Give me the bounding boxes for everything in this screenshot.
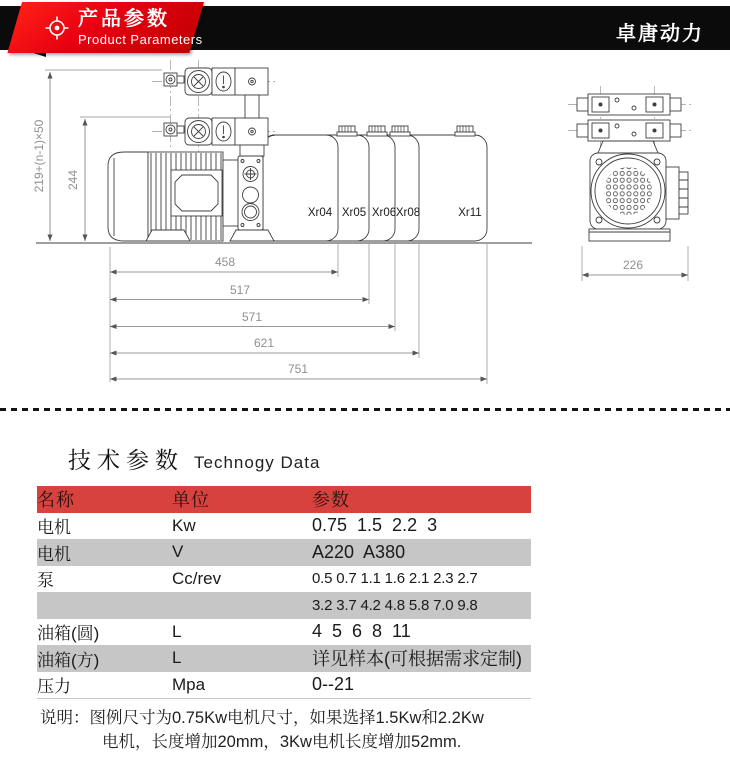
note <box>40 706 484 754</box>
cell-param: 详见样本(可根据需求定制) <box>312 649 522 670</box>
section-heading-en: Technogy Data <box>194 453 321 472</box>
column-header-name: 名称 <box>37 490 75 511</box>
table-row <box>37 592 531 619</box>
tank-outlines <box>263 135 487 241</box>
mounting-foot <box>146 230 190 241</box>
note-line: 电机，长度增加20mm，3Kw电机长度增加52mm. <box>102 733 462 751</box>
table-row <box>37 619 531 646</box>
valve-block <box>577 120 681 141</box>
table-row <box>37 539 531 566</box>
column-header-param: 参数 <box>312 490 350 511</box>
cell-unit: Cc/rev <box>172 568 222 588</box>
pump-block <box>238 156 263 230</box>
brand-logo-text: 卓唐动力 <box>616 23 704 45</box>
motor-end <box>590 153 688 229</box>
tank-filler-cap <box>455 126 475 136</box>
cell-param: A220 A380 <box>312 541 406 562</box>
section-heading <box>68 442 320 475</box>
cell-param: 3.2 3.7 4.2 4.8 5.8 7.0 9.8 <box>312 596 478 614</box>
tank-label: Xr08 <box>395 207 421 219</box>
base-plate <box>589 229 670 241</box>
cell-name: 电机 <box>37 544 71 564</box>
dimension-label: 458 <box>214 255 236 269</box>
cell-unit: V <box>172 542 184 562</box>
tank-label: Xr04 <box>307 207 333 219</box>
dashed-divider <box>0 408 730 411</box>
dimension-label: 621 <box>253 336 275 350</box>
dimension-label: 751 <box>287 362 309 376</box>
tank-filler-cap <box>367 126 387 136</box>
table-row <box>37 513 531 540</box>
cell-unit <box>172 592 312 619</box>
cell-unit: Kw <box>172 515 196 535</box>
cell-name: 油箱(圆) <box>37 624 100 644</box>
dimension-label: 571 <box>241 310 263 324</box>
cell-name: 油箱(方) <box>37 650 100 670</box>
cell-name <box>37 592 172 619</box>
dimension-label: 226 <box>622 258 644 272</box>
table-row <box>37 645 531 672</box>
table-header-row <box>37 486 531 513</box>
column-header-unit: 单位 <box>172 490 210 511</box>
cell-param: 0.5 0.7 1.1 1.6 2.1 2.3 2.7 <box>312 570 478 588</box>
tank-filler-cap <box>390 126 410 136</box>
cell-name: 电机 <box>37 518 71 538</box>
cell-param: 4 5 6 8 11 <box>312 621 411 642</box>
tank-label: Xr06 <box>371 207 397 219</box>
cell-unit: L <box>172 648 182 668</box>
tank-label: Xr05 <box>341 207 367 219</box>
solenoid-valve-assembly <box>164 118 268 145</box>
cell-unit: Mpa <box>172 674 206 694</box>
section-heading-cn: 技术参数 <box>68 447 184 473</box>
end-view <box>568 86 692 281</box>
side-view <box>36 60 532 243</box>
cell-unit: L <box>172 621 182 641</box>
tank-label: Xr11 <box>458 207 482 219</box>
cell-name: 泵 <box>37 571 54 591</box>
mounting-foot <box>230 230 274 241</box>
motor-side <box>108 152 238 241</box>
cell-name: 压力 <box>37 677 71 696</box>
dimension-label: 244 <box>66 169 80 191</box>
cell-param: 0--21 <box>312 674 355 694</box>
solenoid-valve-assembly <box>164 68 268 95</box>
banner-subtitle: Product Parameters <box>78 32 203 47</box>
dimension-label: 517 <box>229 283 251 297</box>
valve-block <box>577 94 681 115</box>
table-row <box>37 566 531 593</box>
dimension-label: 219+(n-1)×50 <box>32 119 46 193</box>
table-row <box>37 672 531 699</box>
note-line: 说明：图例尺寸为0.75Kw电机尺寸，如果选择1.5Kw和2.2Kw <box>40 709 484 727</box>
tank-filler-cap <box>337 126 357 136</box>
banner-title: 产品参数 <box>78 8 170 30</box>
parameters-table <box>37 486 531 699</box>
cell-param: 0.75 1.5 2.2 3 <box>312 515 438 536</box>
